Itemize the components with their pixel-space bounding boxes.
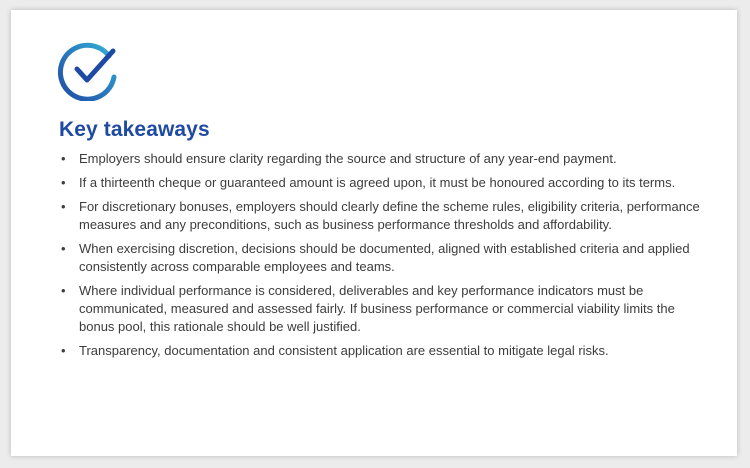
- bullet-icon: •: [61, 151, 66, 166]
- bullet-icon: •: [61, 343, 66, 358]
- takeaway-text: If a thirteenth cheque or guaranteed amount is agreed upon, it must be honoured according to its terms.: [79, 175, 676, 190]
- bullet-icon: •: [61, 241, 66, 256]
- takeaway-item: [61, 240, 701, 276]
- takeaway-text: Where individual performance is considered, deliverables and key performance indicators must be communicated, measured and assessed fairly. If business performance or commercial viability limits the bonus pool, this rationale should be well justified.: [79, 283, 675, 334]
- takeaway-list: [61, 150, 701, 366]
- takeaway-item: [61, 282, 701, 336]
- takeaway-text: When exercising discretion, decisions should be documented, aligned with established criteria and applied consistently across comparable employees and teams.: [79, 241, 690, 274]
- bullet-icon: •: [61, 175, 66, 190]
- takeaway-item: [61, 342, 701, 360]
- bullet-icon: •: [61, 283, 66, 298]
- takeaway-item: [61, 174, 701, 192]
- takeaway-text: Transparency, documentation and consistent application are essential to mitigate legal risks.: [79, 343, 609, 358]
- takeaways-card: [11, 10, 737, 456]
- takeaway-item: [61, 150, 701, 168]
- takeaway-text: Employers should ensure clarity regarding the source and structure of any year-end payment.: [79, 151, 617, 166]
- section-heading: Key takeaways: [59, 118, 210, 141]
- bullet-icon: •: [61, 199, 66, 214]
- checkmark-circle-icon: [58, 37, 122, 101]
- takeaway-text: For discretionary bonuses, employers should clearly define the scheme rules, eligibility criteria, performance measures and any preconditions, such as business performance thresholds and affordability.: [79, 199, 700, 232]
- takeaway-item: [61, 198, 701, 234]
